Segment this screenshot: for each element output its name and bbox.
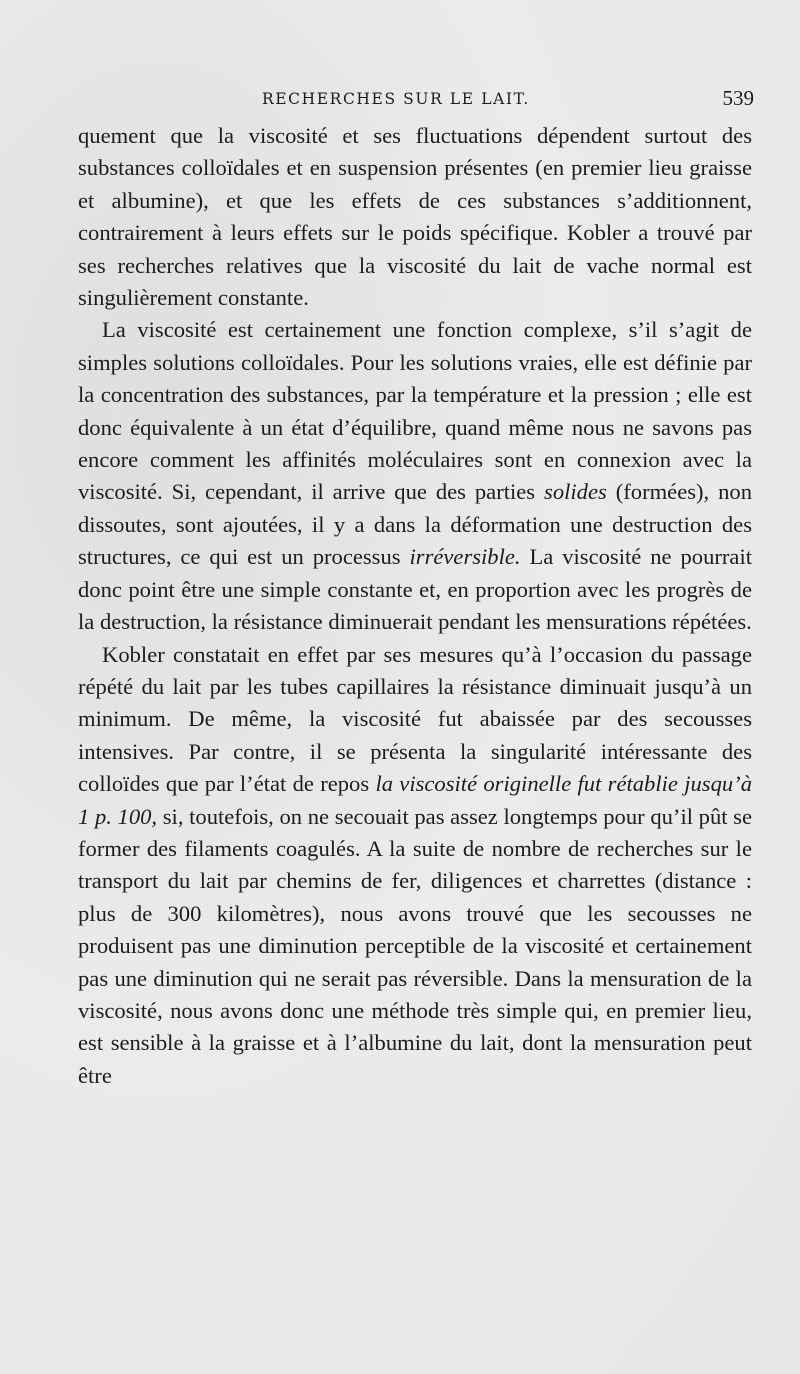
text-segment: (formées), non dissoutes, sont ajoutées, il y a dans la déformation une destruction des structures, ce qui est un processus xyxy=(78,479,752,570)
text-segment: La viscosité ne pourrait donc point être une simple constante et, en proportion avec les progrès de la destruction, la résistance diminuerait pendant les mensurations répétées. xyxy=(78,544,752,635)
italic-text-segment: la viscosité originelle fut rétablie jusqu’à 1 p. 100, xyxy=(78,771,752,829)
italic-text-segment: solides xyxy=(544,479,607,505)
running-title: RECHERCHES SUR LE LAIT. xyxy=(262,90,530,108)
text-segment: Kobler constatait en effet par ses mesures qu’à l’occasion du passage répété du lait par les tubes capillaires la résistance diminuait jusqu’à un minimum. De même, la viscosité fut abaissée par des secousses intensives. Par contre, il se présenta la singularité intéressante des colloïdes que par l’état de repos xyxy=(78,641,752,797)
paragraph xyxy=(78,639,752,1093)
text-segment: quement que la viscosité et ses fluctuations dépendent surtout des substances colloïdales et en suspension présentes (en premier lieu graisse et albumine), et que les effets de ces substances s’additionnent, contrairement à leurs effets sur le poids spécifique. Kobler a trouvé par ses recherches relatives que la viscosité du lait de vache normal est singulièrement constante. xyxy=(78,123,752,311)
page-number: 539 xyxy=(722,86,754,110)
italic-text-segment: irréversible. xyxy=(409,544,521,570)
paragraph xyxy=(78,120,752,314)
paragraph xyxy=(78,314,752,638)
text-segment: La viscosité est certainement une fonction complexe, s’il s’agit de simples solutions colloïdales. Pour les solutions vraies, elle est définie par la concentration des substances, par la température et la pression ; elle est donc équivalente à un état d’équilibre, quand même nous ne savons pas encore comment les affinités moléculaires sont en connexion avec la viscosité. Si, cependant, il arrive que des parties xyxy=(78,317,752,505)
body-text xyxy=(78,120,752,1092)
text-segment: si, toutefois, on ne secouait pas assez longtemps pour qu’il pût se former des filaments coagulés. A la suite de nombre de recherches sur le transport du lait par chemins de fer, diligences et charrettes (distance : plus de 300 kilomètres), nous avons trouvé que les secousses ne produisent pas une diminution perceptible de la viscosité et certainement pas une diminution qui ne serait pas réversible. Dans la mensuration de la viscosité, nous avons donc une méthode très simple qui, en premier lieu, est sensible à la graisse et à l’albumine du lait, dont la mensuration peut être xyxy=(78,803,752,1088)
page-header xyxy=(78,88,754,118)
